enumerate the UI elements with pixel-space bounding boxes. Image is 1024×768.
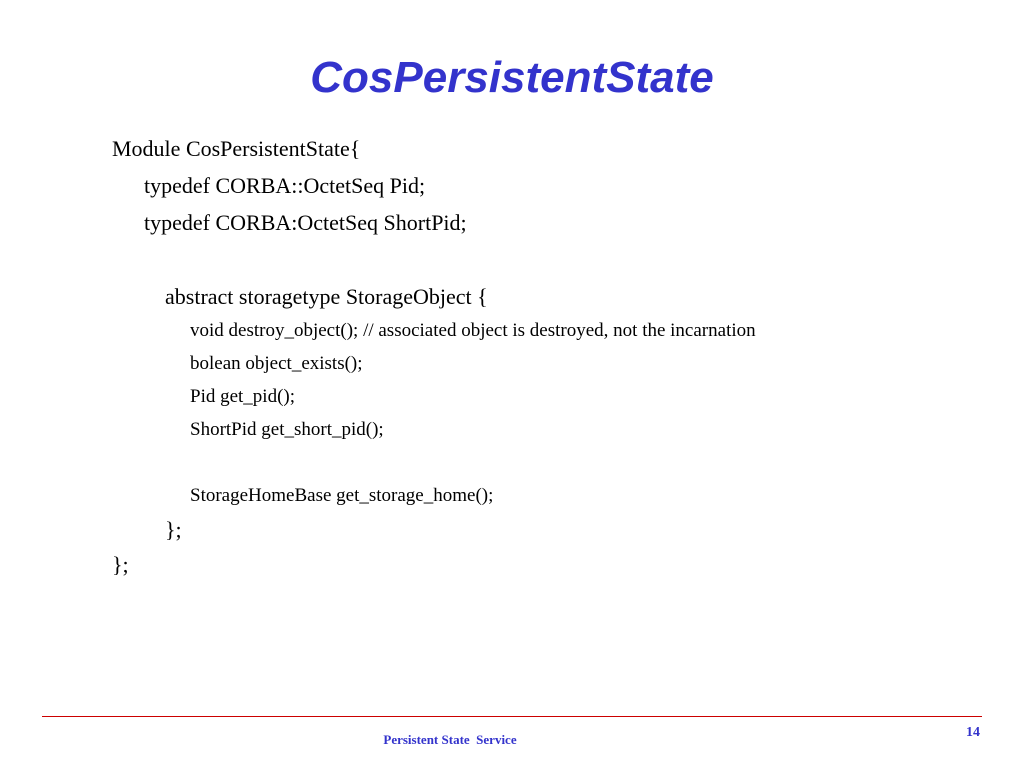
- code-line-get-storage-home: StorageHomeBase get_storage_home();: [190, 485, 494, 506]
- footer-divider: [42, 716, 982, 717]
- code-line-get-short-pid: ShortPid get_short_pid();: [190, 419, 384, 440]
- code-line-typedef-pid: typedef CORBA::OctetSeq Pid;: [144, 173, 426, 198]
- page-number: 14: [966, 725, 980, 740]
- code-line-close-storagetype: };: [165, 517, 182, 542]
- footer-title: Persistent State Service: [383, 732, 517, 747]
- code-line-abstract-storagetype: abstract storagetype StorageObject {: [165, 284, 488, 309]
- slide-title: CosPersistentState: [310, 53, 714, 102]
- code-line-object-exists: bolean object_exists();: [190, 353, 363, 374]
- code-line-module: Module CosPersistentState{: [112, 136, 361, 161]
- code-line-close-module: };: [112, 552, 129, 577]
- code-line-typedef-shortpid: typedef CORBA:OctetSeq ShortPid;: [144, 210, 467, 235]
- code-line-get-pid: Pid get_pid();: [190, 386, 296, 407]
- code-line-destroy-object: void destroy_object(); // associated object is destroyed, not the incarnation: [190, 320, 756, 341]
